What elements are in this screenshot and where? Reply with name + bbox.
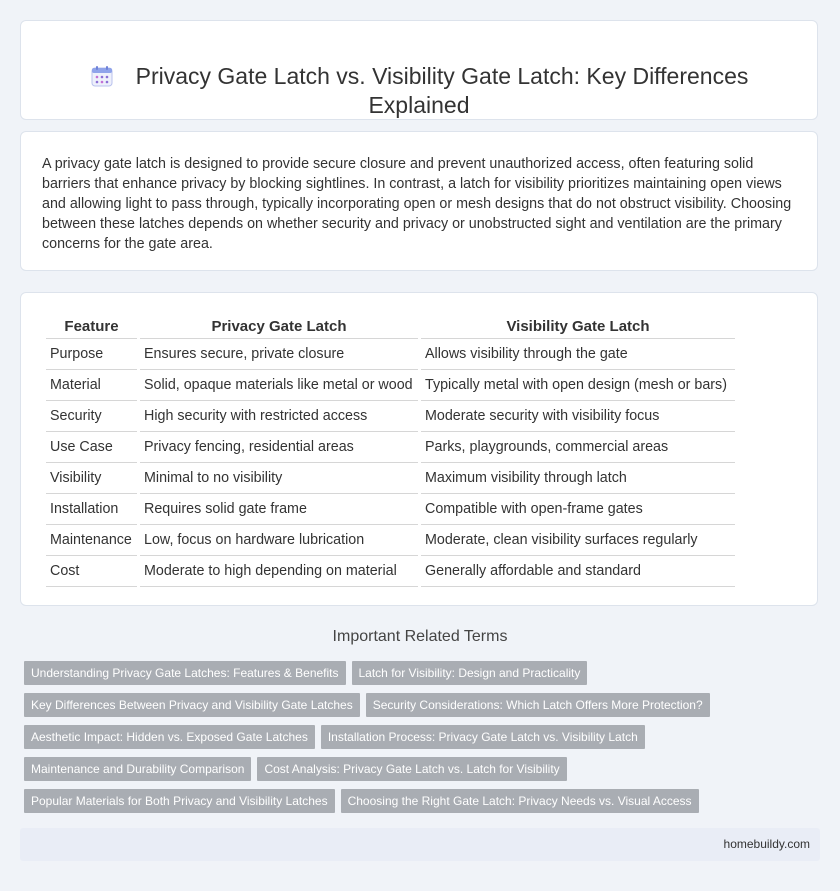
privacy-cell: Moderate to high depending on material (140, 556, 418, 587)
feature-cell: Security (46, 401, 137, 432)
privacy-cell: Solid, opaque materials like metal or wood (140, 370, 418, 401)
footer-site-link[interactable]: homebuildy.com (723, 837, 810, 851)
table-header-row (46, 314, 735, 339)
related-term-tag[interactable]: Key Differences Between Privacy and Visibility Gate Latches (24, 693, 360, 717)
privacy-cell: Low, focus on hardware lubrication (140, 525, 418, 556)
table-row (46, 463, 735, 494)
related-term-tag[interactable]: Choosing the Right Gate Latch: Privacy Needs vs. Visual Access (341, 789, 699, 813)
table-row (46, 401, 735, 432)
visibility-cell: Moderate, clean visibility surfaces regularly (421, 525, 735, 556)
visibility-cell: Generally affordable and standard (421, 556, 735, 587)
table-row (46, 370, 735, 401)
header-feature: Feature (46, 314, 137, 339)
feature-cell: Cost (46, 556, 137, 587)
feature-cell: Visibility (46, 463, 137, 494)
table-row (46, 494, 735, 525)
related-term-tag[interactable]: Latch for Visibility: Design and Practicality (352, 661, 588, 685)
related-term-tag[interactable]: Maintenance and Durability Comparison (24, 757, 251, 781)
title-line-2: Explained (368, 92, 470, 118)
title-line-1: Privacy Gate Latch vs. Visibility Gate Latch: Key Differences (135, 63, 749, 89)
privacy-cell: Ensures secure, private closure (140, 339, 418, 370)
related-term-tag[interactable]: Security Considerations: Which Latch Offers More Protection? (366, 693, 710, 717)
table-row (46, 556, 735, 587)
calendar-icon (90, 64, 114, 88)
feature-cell: Purpose (46, 339, 137, 370)
related-terms-heading: Important Related Terms (332, 628, 508, 645)
privacy-cell: Requires solid gate frame (140, 494, 418, 525)
footer (20, 828, 820, 861)
header-card (20, 20, 818, 120)
visibility-cell: Moderate security with visibility focus (421, 401, 735, 432)
visibility-cell: Allows visibility through the gate (421, 339, 735, 370)
related-term-tag[interactable]: Understanding Privacy Gate Latches: Features & Benefits (24, 661, 346, 685)
visibility-cell: Compatible with open-frame gates (421, 494, 735, 525)
visibility-cell: Typically metal with open design (mesh or bars) (421, 370, 735, 401)
related-term-tag[interactable]: Installation Process: Privacy Gate Latch vs. Visibility Latch (321, 725, 645, 749)
related-term-tag[interactable]: Cost Analysis: Privacy Gate Latch vs. Latch for Visibility (257, 757, 566, 781)
intro-paragraph: A privacy gate latch is designed to provide secure closure and prevent unauthorized access, often featuring solid barriers that enhance privacy by blocking sightlines. In contrast, a latch for visibility prioritizes maintaining open views and allowing light to pass through, typically incorporating open or mesh designs that do not obstruct visibility. Choosing between these latches depends on whether security and privacy or unobstructed sight and ventilation are the primary concerns for the gate area. (42, 156, 792, 252)
privacy-cell: Privacy fencing, residential areas (140, 432, 418, 463)
related-term-tag[interactable]: Aesthetic Impact: Hidden vs. Exposed Gate Latches (24, 725, 315, 749)
feature-cell: Installation (46, 494, 137, 525)
visibility-cell: Maximum visibility through latch (421, 463, 735, 494)
comparison-card (20, 292, 818, 606)
visibility-cell: Parks, playgrounds, commercial areas (421, 432, 735, 463)
header-visibility-latch: Visibility Gate Latch (421, 314, 735, 339)
privacy-cell: High security with restricted access (140, 401, 418, 432)
table-row (46, 525, 735, 556)
table-row (46, 339, 735, 370)
privacy-cell: Minimal to no visibility (140, 463, 418, 494)
feature-cell: Material (46, 370, 137, 401)
related-terms-list (24, 661, 814, 821)
feature-cell: Use Case (46, 432, 137, 463)
table-row (46, 432, 735, 463)
intro-card (20, 131, 818, 271)
related-term-tag[interactable]: Popular Materials for Both Privacy and Visibility Latches (24, 789, 335, 813)
feature-cell: Maintenance (46, 525, 137, 556)
header-privacy-latch: Privacy Gate Latch (140, 314, 418, 339)
comparison-table (43, 314, 738, 587)
page-title (21, 62, 817, 120)
